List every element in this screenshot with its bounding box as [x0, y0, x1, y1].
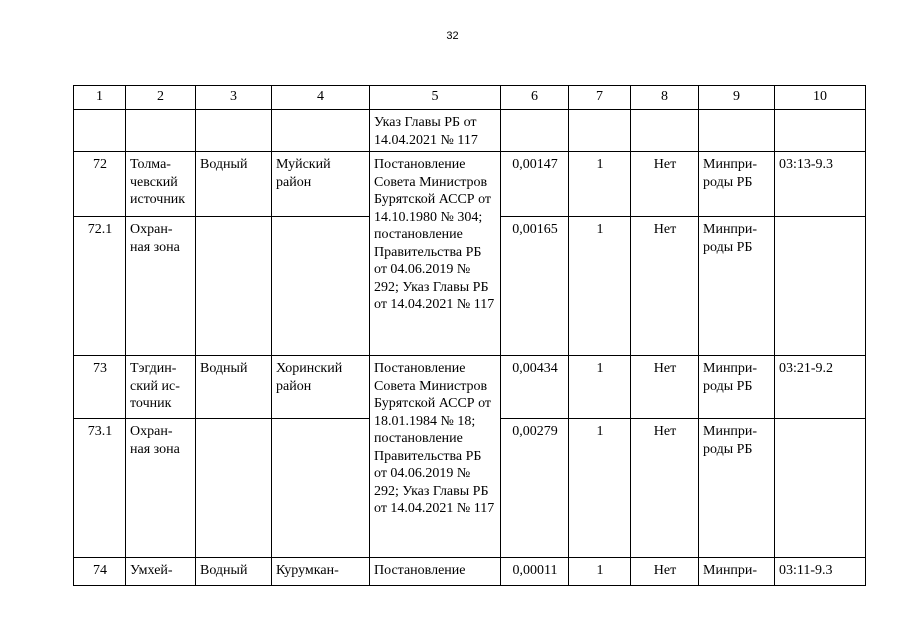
flag-value: Нет [631, 217, 699, 356]
cadastral-code [775, 419, 866, 558]
row-number: 73.1 [74, 419, 126, 558]
page-number: 32 [446, 30, 459, 42]
row-number: 73 [74, 356, 126, 419]
register-table [73, 85, 866, 586]
ministry: Минпри-роды РБ [699, 217, 775, 356]
legal-basis-cell: Постановление [370, 558, 501, 586]
area-value: 0,00147 [501, 152, 569, 217]
object-type: Водный [196, 356, 272, 419]
legal-basis-cell: Постановление Совета Министров Бурятской АССР от 18.01.1984 № 18; постановление Правительства РБ от 04.06.2019 № 292; Указ Главы РБ от 14.04.2021 № 117 [370, 356, 501, 558]
row-number: 72.1 [74, 217, 126, 356]
object-type: Водный [196, 152, 272, 217]
header-cell: 4 [272, 86, 370, 110]
header-cell: 7 [569, 86, 631, 110]
count-value: 1 [569, 419, 631, 558]
header-cell: 5 [370, 86, 501, 110]
legal-basis-cell: Постановление Совета Министров Бурятской АССР от 14.10.1980 № 304; постановление Правительства РБ от 04.06.2019 № 292; Указ Главы РБ от 14.04.2021 № 117 [370, 152, 501, 356]
count-value: 1 [569, 558, 631, 586]
cadastral-code: 03:21-9.2 [775, 356, 866, 419]
area-value: 0,00165 [501, 217, 569, 356]
object-type [196, 217, 272, 356]
flag-value: Нет [631, 356, 699, 419]
cadastral-code: 03:11-9.3 [775, 558, 866, 586]
count-value: 1 [569, 152, 631, 217]
district: Хоринский район [272, 356, 370, 419]
header-cell: 2 [126, 86, 196, 110]
flag-value: Нет [631, 558, 699, 586]
object-name: Умхей- [126, 558, 196, 586]
district [272, 217, 370, 356]
header-cell: 6 [501, 86, 569, 110]
ministry: Минпри-роды РБ [699, 419, 775, 558]
header-cell: 1 [74, 86, 126, 110]
header-cell: 3 [196, 86, 272, 110]
ministry: Минпри- [699, 558, 775, 586]
object-name: Тэгдин-ский ис-точник [126, 356, 196, 419]
legal-basis-cell: Указ Главы РБ от 14.04.2021 № 117 [370, 110, 501, 152]
table-row [74, 558, 866, 586]
district [272, 419, 370, 558]
header-row [74, 86, 866, 110]
row-number: 72 [74, 152, 126, 217]
table-row [74, 110, 866, 152]
object-name: Охран-ная зона [126, 217, 196, 356]
table-row [74, 356, 866, 419]
area-value: 0,00011 [501, 558, 569, 586]
row-number: 74 [74, 558, 126, 586]
flag-value: Нет [631, 152, 699, 217]
object-name: Охран-ная зона [126, 419, 196, 558]
header-cell: 8 [631, 86, 699, 110]
table-row [74, 152, 866, 217]
cadastral-code [775, 217, 866, 356]
cadastral-code: 03:13-9.3 [775, 152, 866, 217]
count-value: 1 [569, 217, 631, 356]
district: Курумкан- [272, 558, 370, 586]
flag-value: Нет [631, 419, 699, 558]
object-name: Толма-чевский источник [126, 152, 196, 217]
header-cell: 9 [699, 86, 775, 110]
count-value: 1 [569, 356, 631, 419]
object-type [196, 419, 272, 558]
area-value: 0,00434 [501, 356, 569, 419]
object-type: Водный [196, 558, 272, 586]
area-value: 0,00279 [501, 419, 569, 558]
ministry: Минпри-роды РБ [699, 356, 775, 419]
district: Муйский район [272, 152, 370, 217]
header-cell: 10 [775, 86, 866, 110]
ministry: Минпри-роды РБ [699, 152, 775, 217]
